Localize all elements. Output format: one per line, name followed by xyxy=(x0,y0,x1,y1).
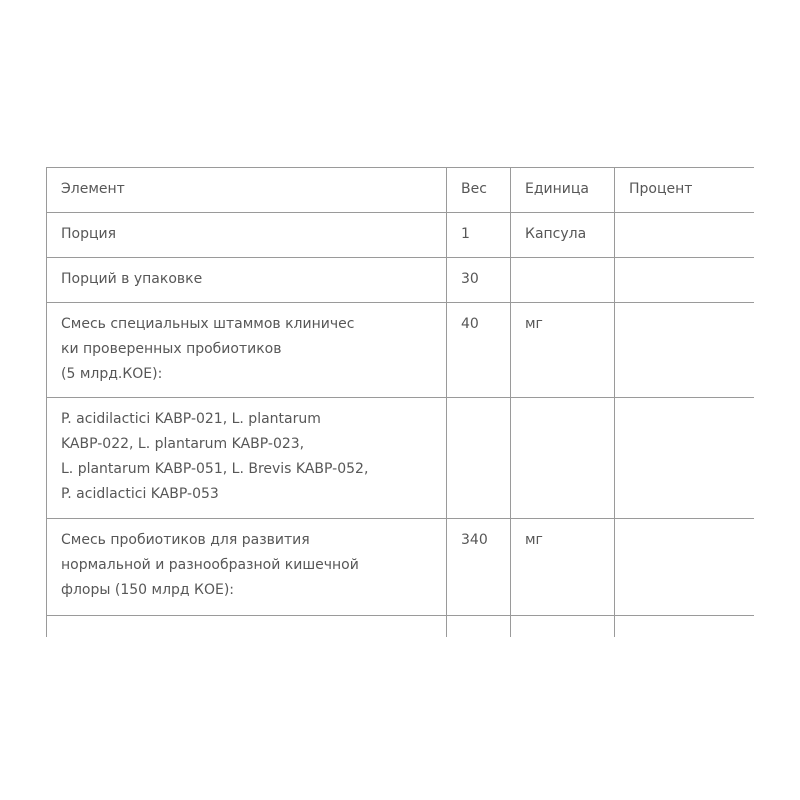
cell-unit xyxy=(511,398,615,519)
cell-percent xyxy=(615,616,755,638)
table-row xyxy=(47,303,755,398)
cell-unit: Капсула xyxy=(511,213,615,258)
cell-unit xyxy=(511,258,615,303)
cell-weight: 1 xyxy=(447,213,511,258)
table-row xyxy=(47,213,755,258)
table-row xyxy=(47,616,755,638)
cell-weight: 40 xyxy=(447,303,511,398)
table-row xyxy=(47,258,755,303)
cell-percent xyxy=(615,258,755,303)
table-row xyxy=(47,398,755,519)
cell-percent xyxy=(615,519,755,616)
cell-weight xyxy=(447,616,511,638)
cell-element xyxy=(47,616,447,638)
cell-element: Порций в упаковке xyxy=(47,258,447,303)
cell-percent xyxy=(615,398,755,519)
cell-unit: мг xyxy=(511,303,615,398)
cell-weight: 340 xyxy=(447,519,511,616)
cell-percent xyxy=(615,303,755,398)
table-row xyxy=(47,519,755,616)
cell-percent xyxy=(615,213,755,258)
header-element: Элемент xyxy=(47,168,447,213)
header-weight: Вес xyxy=(447,168,511,213)
cell-weight xyxy=(447,398,511,519)
header-percent: Процент xyxy=(615,168,755,213)
cell-unit xyxy=(511,616,615,638)
header-unit: Единица xyxy=(511,168,615,213)
cell-weight: 30 xyxy=(447,258,511,303)
nutrition-table-container xyxy=(46,167,754,637)
cell-unit: мг xyxy=(511,519,615,616)
cell-element: P. acidilactici KABP-021, L. plantarum KABP-022, L. plantarum KABP-023, L. plantarum KABP-051, L. Brevis KABP-052, P. acidlactici KABP-053 xyxy=(47,398,447,519)
cell-element: Порция xyxy=(47,213,447,258)
cell-element: Смесь пробиотиков для развития нормальной и разнообразной кишечной флоры (150 млрд КОЕ): xyxy=(47,519,447,616)
cell-element: Смесь специальных штаммов клиничес ки проверенных пробиотиков (5 млрд.КОЕ): xyxy=(47,303,447,398)
nutrition-table xyxy=(46,167,754,637)
table-header-row xyxy=(47,168,755,213)
